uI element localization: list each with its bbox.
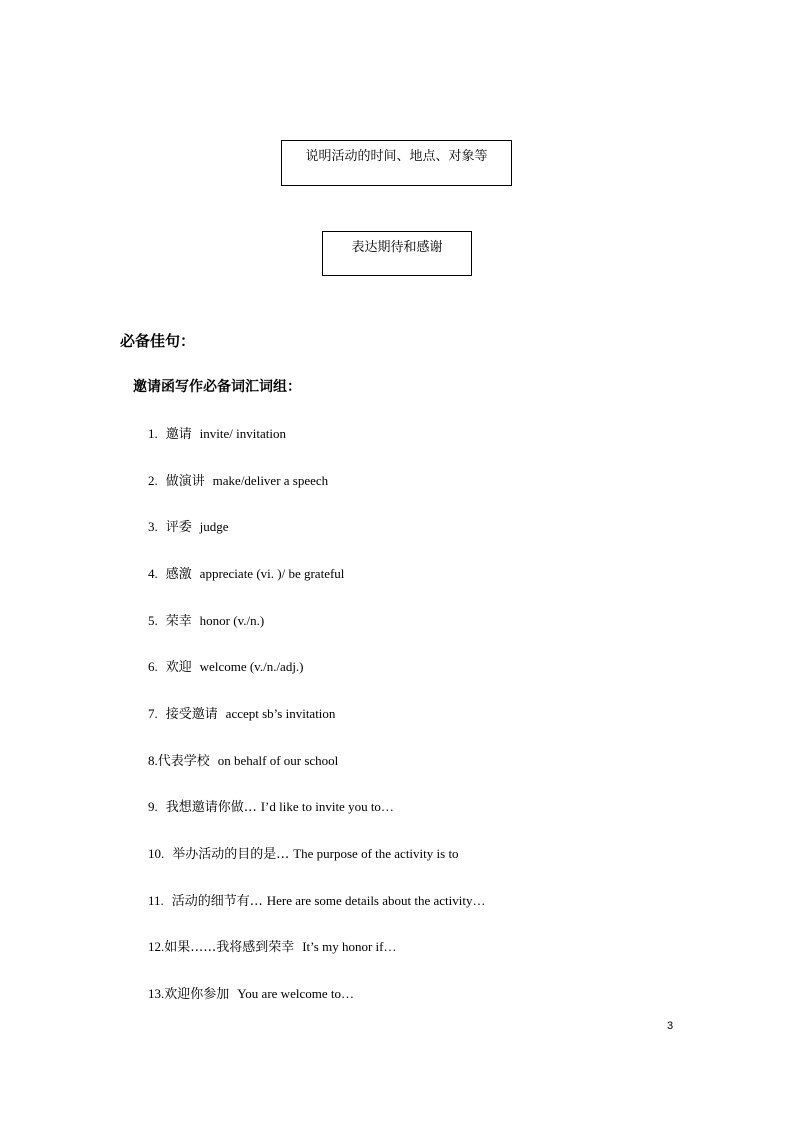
page-number: 3 bbox=[667, 1020, 674, 1032]
vocab-chinese: 举办活动的目的是… bbox=[172, 847, 290, 862]
vocab-item bbox=[148, 986, 354, 1003]
section-heading: 必备佳句： bbox=[120, 332, 196, 350]
vocab-english: Here are some details about the activity… bbox=[266, 893, 486, 908]
vocab-english: You are welcome to… bbox=[237, 986, 354, 1001]
vocab-item bbox=[148, 939, 396, 956]
vocab-chinese: 荣幸 bbox=[165, 614, 192, 629]
vocab-english: appreciate (vi. )/ be grateful bbox=[199, 566, 345, 581]
vocab-chinese: 我想邀请你做… bbox=[165, 800, 257, 815]
vocab-english: make/deliver a speech bbox=[212, 473, 329, 488]
flow-box-time-place bbox=[281, 140, 512, 186]
flow-box-text: 表达期待和感谢 bbox=[351, 240, 443, 255]
vocab-chinese: 邀请 bbox=[165, 427, 192, 442]
vocab-item bbox=[148, 613, 264, 630]
vocab-chinese: 欢迎你参加 bbox=[164, 987, 230, 1002]
vocab-number: 12. bbox=[148, 939, 165, 954]
vocab-chinese: 做演讲 bbox=[165, 474, 205, 489]
vocab-number: 8. bbox=[148, 753, 158, 768]
vocab-chinese: 如果……我将感到荣幸 bbox=[164, 940, 295, 955]
vocab-english: judge bbox=[199, 519, 229, 534]
vocab-english: It’s my honor if… bbox=[302, 939, 397, 954]
vocab-chinese: 感激 bbox=[165, 567, 192, 582]
vocab-item bbox=[148, 799, 394, 816]
vocab-chinese: 欢迎 bbox=[165, 660, 192, 675]
vocab-chinese: 活动的细节有… bbox=[171, 894, 263, 909]
vocab-chinese: 代表学校 bbox=[157, 754, 210, 769]
vocab-item bbox=[148, 426, 286, 443]
vocab-item bbox=[148, 846, 459, 863]
flow-box-thanks bbox=[322, 231, 472, 276]
vocab-english: honor (v./n.) bbox=[199, 613, 265, 628]
vocab-number: 13. bbox=[148, 986, 165, 1001]
vocab-number: 6. bbox=[148, 659, 158, 674]
vocab-english: on behalf of our school bbox=[217, 753, 339, 768]
vocab-item bbox=[148, 706, 335, 723]
vocab-item bbox=[148, 753, 338, 770]
vocab-number: 5. bbox=[148, 613, 158, 628]
vocab-number: 2. bbox=[148, 473, 158, 488]
vocab-item bbox=[148, 519, 229, 536]
vocab-english: welcome (v./n./adj.) bbox=[199, 659, 304, 674]
vocab-number: 10. bbox=[148, 846, 165, 861]
vocab-chinese: 评委 bbox=[165, 520, 192, 535]
vocab-item bbox=[148, 659, 304, 676]
vocab-english: invite/ invitation bbox=[199, 426, 286, 441]
subsection-heading: 邀请函写作必备词汇词组： bbox=[133, 379, 301, 395]
flow-box-text: 说明活动的时间、地点、对象等 bbox=[305, 149, 488, 164]
vocab-english: I’d like to invite you to… bbox=[260, 799, 394, 814]
vocab-item bbox=[148, 566, 344, 583]
vocab-item bbox=[148, 473, 328, 490]
vocab-chinese: 接受邀请 bbox=[165, 707, 218, 722]
vocab-english: The purpose of the activity is to bbox=[293, 846, 459, 861]
vocab-number: 1. bbox=[148, 426, 158, 441]
vocab-number: 11. bbox=[148, 893, 164, 908]
vocab-number: 4. bbox=[148, 566, 158, 581]
vocab-item bbox=[148, 893, 486, 910]
vocab-english: accept sb’s invitation bbox=[225, 706, 336, 721]
vocab-number: 9. bbox=[148, 799, 158, 814]
vocab-number: 7. bbox=[148, 706, 158, 721]
vocab-number: 3. bbox=[148, 519, 158, 534]
